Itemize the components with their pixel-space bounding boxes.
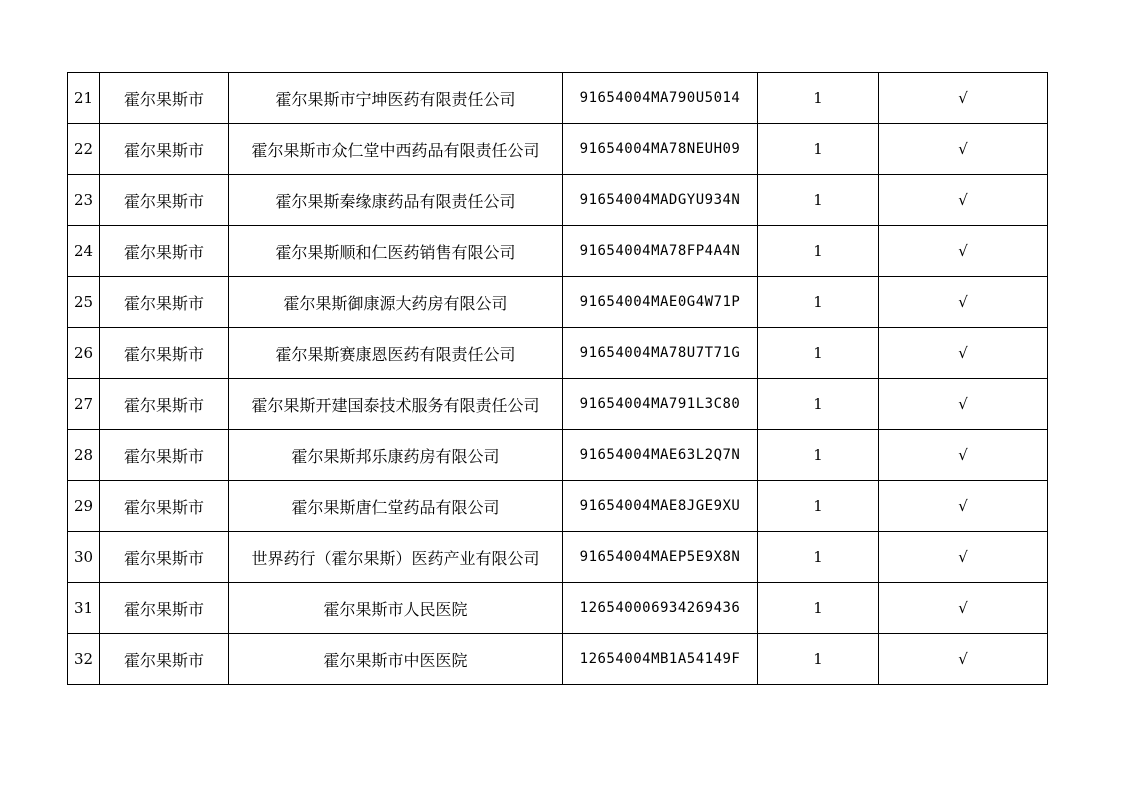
company-name-cell: 霍尔果斯市宁坤医药有限责任公司 (229, 73, 563, 124)
city-cell: 霍尔果斯市 (100, 175, 229, 226)
table-row (68, 634, 1048, 685)
row-number-cell: 21 (68, 73, 100, 124)
table-row (68, 583, 1048, 634)
check-mark-cell: √ (879, 73, 1048, 124)
city-cell: 霍尔果斯市 (100, 73, 229, 124)
quantity-cell: 1 (758, 175, 879, 226)
city-cell: 霍尔果斯市 (100, 481, 229, 532)
company-name-cell: 霍尔果斯唐仁堂药品有限公司 (229, 481, 563, 532)
check-mark-cell: √ (879, 277, 1048, 328)
row-number-cell: 25 (68, 277, 100, 328)
check-mark-cell: √ (879, 583, 1048, 634)
city-cell: 霍尔果斯市 (100, 583, 229, 634)
check-mark-cell: √ (879, 124, 1048, 175)
row-number-cell: 27 (68, 379, 100, 430)
quantity-cell: 1 (758, 277, 879, 328)
city-cell: 霍尔果斯市 (100, 634, 229, 685)
quantity-cell: 1 (758, 73, 879, 124)
table-row (68, 430, 1048, 481)
credit-code-cell: 91654004MAE0G4W71P (563, 277, 758, 328)
company-name-cell: 霍尔果斯邦乐康药房有限公司 (229, 430, 563, 481)
row-number-cell: 23 (68, 175, 100, 226)
credit-code-cell: 91654004MAE63L2Q7N (563, 430, 758, 481)
quantity-cell: 1 (758, 583, 879, 634)
check-mark-cell: √ (879, 226, 1048, 277)
check-mark-cell: √ (879, 481, 1048, 532)
quantity-cell: 1 (758, 481, 879, 532)
table-row (68, 481, 1048, 532)
row-number-cell: 31 (68, 583, 100, 634)
city-cell: 霍尔果斯市 (100, 379, 229, 430)
city-cell: 霍尔果斯市 (100, 532, 229, 583)
credit-code-cell: 91654004MA78FP4A4N (563, 226, 758, 277)
quantity-cell: 1 (758, 634, 879, 685)
city-cell: 霍尔果斯市 (100, 226, 229, 277)
company-name-cell: 霍尔果斯秦缘康药品有限责任公司 (229, 175, 563, 226)
check-mark-cell: √ (879, 430, 1048, 481)
company-name-cell: 霍尔果斯市人民医院 (229, 583, 563, 634)
quantity-cell: 1 (758, 226, 879, 277)
credit-code-cell: 91654004MADGYU934N (563, 175, 758, 226)
table-row (68, 277, 1048, 328)
row-number-cell: 30 (68, 532, 100, 583)
table-row (68, 124, 1048, 175)
company-name-cell: 霍尔果斯市众仁堂中西药品有限责任公司 (229, 124, 563, 175)
quantity-cell: 1 (758, 532, 879, 583)
credit-code-cell: 91654004MA790U5014 (563, 73, 758, 124)
table-row (68, 175, 1048, 226)
company-name-cell: 世界药行（霍尔果斯）医药产业有限公司 (229, 532, 563, 583)
row-number-cell: 24 (68, 226, 100, 277)
check-mark-cell: √ (879, 379, 1048, 430)
data-table (67, 72, 1048, 685)
company-name-cell: 霍尔果斯开建国泰技术服务有限责任公司 (229, 379, 563, 430)
row-number-cell: 26 (68, 328, 100, 379)
company-name-cell: 霍尔果斯市中医医院 (229, 634, 563, 685)
row-number-cell: 29 (68, 481, 100, 532)
company-name-cell: 霍尔果斯顺和仁医药销售有限公司 (229, 226, 563, 277)
credit-code-cell: 126540006934269436 (563, 583, 758, 634)
credit-code-cell: 91654004MAE8JGE9XU (563, 481, 758, 532)
table-row (68, 379, 1048, 430)
quantity-cell: 1 (758, 124, 879, 175)
quantity-cell: 1 (758, 328, 879, 379)
credit-code-cell: 91654004MA791L3C80 (563, 379, 758, 430)
row-number-cell: 22 (68, 124, 100, 175)
check-mark-cell: √ (879, 634, 1048, 685)
check-mark-cell: √ (879, 328, 1048, 379)
credit-code-cell: 91654004MAEP5E9X8N (563, 532, 758, 583)
company-name-cell: 霍尔果斯赛康恩医药有限责任公司 (229, 328, 563, 379)
table-body (68, 73, 1048, 685)
city-cell: 霍尔果斯市 (100, 277, 229, 328)
table-row (68, 73, 1048, 124)
credit-code-cell: 12654004MB1A54149F (563, 634, 758, 685)
city-cell: 霍尔果斯市 (100, 430, 229, 481)
table-row (68, 532, 1048, 583)
check-mark-cell: √ (879, 532, 1048, 583)
quantity-cell: 1 (758, 379, 879, 430)
table-row (68, 328, 1048, 379)
city-cell: 霍尔果斯市 (100, 328, 229, 379)
city-cell: 霍尔果斯市 (100, 124, 229, 175)
credit-code-cell: 91654004MA78U7T71G (563, 328, 758, 379)
table-row (68, 226, 1048, 277)
row-number-cell: 32 (68, 634, 100, 685)
quantity-cell: 1 (758, 430, 879, 481)
company-name-cell: 霍尔果斯御康源大药房有限公司 (229, 277, 563, 328)
row-number-cell: 28 (68, 430, 100, 481)
credit-code-cell: 91654004MA78NEUH09 (563, 124, 758, 175)
check-mark-cell: √ (879, 175, 1048, 226)
